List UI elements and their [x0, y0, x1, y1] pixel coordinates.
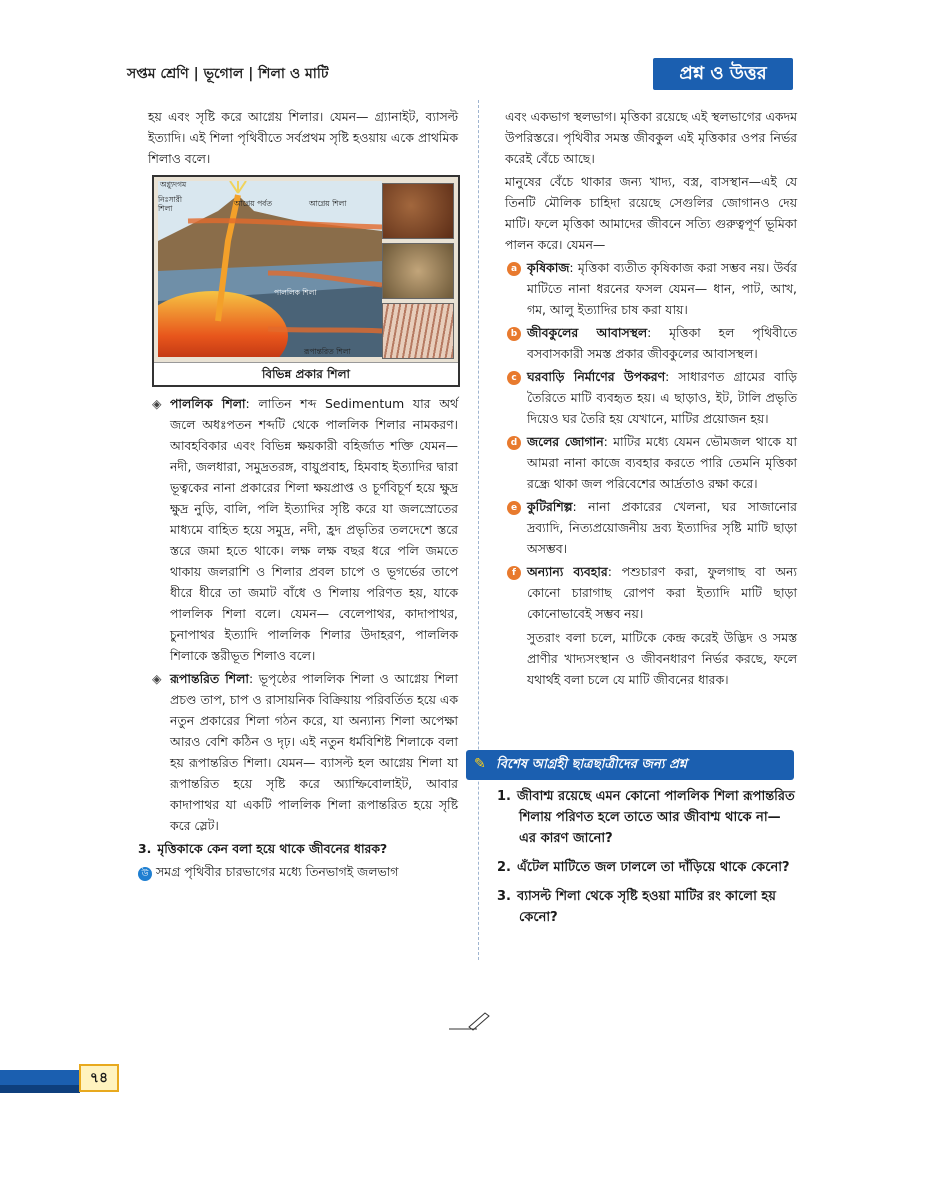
label-igneous-rock: আগ্নেয় শিলা — [309, 199, 347, 208]
special-questions-banner — [466, 750, 794, 780]
label-intrusive-rock: নিঃসারী শিলা — [158, 195, 183, 213]
label-sedimentary-rock: পাললিক শিলা — [274, 288, 317, 297]
igneous-rock-sample — [382, 183, 454, 239]
metamorphic-rock-sample — [382, 303, 454, 359]
special-question — [497, 786, 797, 849]
item-text: : পশুচারণ করা, ফুলগাছ বা অন্য কোনো চারাগাছ রোপণ করা ইত্যাদি মাটি ছাড়া কোনোভাবেই সম্ভব নয়। — [527, 564, 797, 621]
lightbulb-icon: ✎ — [474, 756, 486, 772]
list-item — [505, 322, 797, 364]
label-volcano-eruption: অগ্ন্যুদগম — [160, 180, 187, 189]
diamond-bullet-icon: ◈ — [152, 396, 162, 411]
item-heading: অন্যান্য ব্যবহার — [527, 564, 608, 579]
sedimentary-rock-section — [148, 393, 458, 666]
item-heading: কুটিরশিল্প — [527, 499, 573, 514]
answer-text: সমগ্র পৃথিবীর চারভাগের মধ্যে তিনভাগই জলভাগ — [156, 864, 399, 879]
item-text: : সাধারণত গ্রামের বাড়ি তৈরিতে মাটি ব্যবহৃত হয়। এ ছাড়াও, ইট, টালি প্রভৃতি দিয়েও ঘর তৈরি হয় যেখানে, মাটির প্রয়োজন হয়। — [527, 369, 797, 426]
letter-bullet-icon: b — [507, 327, 521, 341]
list-item — [505, 366, 797, 429]
left-column — [138, 106, 458, 884]
item-heading: জীবকুলের আবাসস্থল — [527, 325, 648, 340]
letter-bullet-icon: f — [507, 566, 521, 580]
column-divider — [478, 100, 479, 960]
letter-bullet-icon: a — [507, 262, 521, 276]
item-text: : মৃত্তিকা হল পৃথিবীতে বসবাসকারী সমস্ত প্রকার জীবকুলের আবাসস্থল। — [527, 325, 797, 361]
figure-caption: বিভিন্ন প্রকার শিলা — [154, 362, 458, 385]
item-heading: কৃষিকাজ — [527, 260, 570, 275]
metamorphic-rock-text: : ভূপৃষ্ঠের পাললিক শিলা ও আগ্নেয় শিলা প্রচণ্ড তাপ, চাপ ও রাসায়নিক বিক্রিয়ায় পরিবর্তিত হয়ে এক নতুন প্রকারের শিলা গঠন করে, যা অন্যান্য শিলা অপেক্ষা আরও বেশি কঠিন ও দৃঢ়। এই নতুন ধর্মবিশিষ্ট শিলাকে বলা হয় রূপান্তরিত শিলা। যেমন— ব্যাসল্ট হল আগ্নেয় শিলা যা রূপান্তরিত হয়ে সৃষ্টি করে অ্যাম্ফিবোলাইট, আবার কাদাপাথর যা একটি পাললিক শিলা রূপান্তরিত হয়ে সৃষ্টি করে স্লেট। — [170, 671, 458, 833]
question-number: 3. — [138, 841, 152, 856]
letter-bullet-icon: e — [507, 501, 521, 515]
special-question — [497, 886, 797, 928]
rock-types-figure — [152, 175, 460, 387]
special-questions-list — [497, 786, 797, 936]
metamorphic-rock-heading: রূপান্তরিত শিলা — [170, 671, 249, 686]
list-item — [505, 561, 797, 624]
intro-paragraph: হয় এবং সৃষ্টি করে আগ্নেয় শিলার। যেমন— গ্র্যানাইট, ব্যাসল্ট ইত্যাদি। এই শিলা পৃথিবীতে সর্বপ্রথম সৃষ্টি হওয়ায় একে প্রাথমিক শিলাও বলে। — [148, 109, 458, 166]
conclusion-paragraph: সুতরাং বলা চলে, মাটিকে কেন্দ্র করেই উদ্ভিদ ও সমস্ত প্রাণীর খাদ্যসংস্থান ও জীবনধারণ নির্ভর করছে, ফলে যথার্থই বলা চলে যে মাটি জীবনের ধারক। — [527, 630, 797, 687]
sedimentary-rock-text: : লাতিন শব্দ Sedimentum যার অর্থ জলে অধঃপতন শব্দটি থেকে পাললিক শিলার নামকরণ। আবহবিকার এবং বিভিন্ন ক্ষয়কারী বহির্জাত শক্তি যেমন— নদী, জলধারা, সমুদ্রতরঙ্গ, বায়ুপ্রবাহ, হিমবাহ ইত্যাদির দ্বারা ভূত্বকের নানা প্রকারের শিলা ক্ষয়প্রাপ্ত ও চূর্ণবিচূর্ণ হয়ে ক্ষুদ্র ক্ষুদ্র নুড়ি, বালি, পলি ইত্যাদির সৃষ্টি করে যা জলস্রোতের মাধ্যমে বাহিত হয়ে সমুদ্র, নদী, হ্রদ প্রভৃতির তলদেশে স্তরে স্তরে জমা হতে থাকে। লক্ষ লক্ষ বছর ধরে পলি জমতে থাকায় জলরাশি ও শিলার প্রবল চাপে ও ভূগর্ভের তাপে ধীরে ধীরে তা জমাট বাঁধে ও শিলায় পরিণত হয়, যাকে পাললিক শিলা বলে। যেমন— বেলেপাথর, কাদাপাথর, চুনাপাথর ইত্যাদি পাললিক শিলার উদাহরণ, পাললিক শিলাকে স্তরীভূত শিলাও বলে। — [170, 396, 458, 663]
right-column — [505, 106, 797, 692]
question-text: জীবাশ্ম রয়েছে এমন কোনো পাললিক শিলা রূপান্তরিত শিলায় পরিণত হলে তাতে আর জীবাশ্ম থাকে না— এর কারণ জানো? — [516, 789, 795, 846]
answer-icon: উ — [138, 867, 152, 881]
question-3 — [138, 838, 458, 859]
list-item — [505, 257, 797, 320]
answer-paragraph-2: মানুষের বেঁচে থাকার জন্য খাদ্য, বস্ত্র, বাসস্থান—এই যে তিনটি মৌলিক চাহিদা রয়েছে সেগুলির জোগানও দেয় মাটি। ফলে মৃত্তিকা আমাদের জীবনে সত্যি গুরুত্বপূর্ণ ভূমিকা পালন করে। যেমন— — [505, 174, 797, 252]
special-question — [497, 857, 797, 878]
item-text: : মাটির মধ্যে যেমন ভৌমজল থাকে যা আমরা নানা কাজে ব্যবহার করতে পারি তেমনি মৃত্তিকা রন্ধ্রে থাকা জল পরিবেশের আর্দ্রতাও রক্ষা করে। — [527, 434, 797, 491]
section-badge: প্রশ্ন ও উত্তর — [653, 58, 793, 90]
question-text: এঁটেল মাটিতে জল ঢাললে তা দাঁড়িয়ে থাকে কেনো? — [516, 860, 790, 875]
pen-nib-icon — [447, 1010, 491, 1032]
question-text: মৃত্তিকাকে কেন বলা হয়ে থাকে জীবনের ধারক? — [157, 841, 388, 856]
watermark-text — [60, 520, 91, 625]
question-text: ব্যাসল্ট শিলা থেকে সৃষ্টি হওয়া মাটির রং কালো হয় কেনো? — [516, 889, 776, 925]
list-item — [505, 496, 797, 559]
item-text: : মৃত্তিকা ব্যতীত কৃষিকাজ করা সম্ভব নয়। উর্বর মাটিতে নানা ধরনের ফসল যেমন— ধান, পাট, আখ, গম, আলু ইত্যাদির চাষ করা যায়। — [527, 260, 797, 317]
item-heading: ঘরবাড়ি নির্মাণের উপকরণ — [527, 369, 666, 384]
diamond-bullet-icon: ◈ — [152, 671, 162, 686]
footer-bar-accent — [0, 1085, 80, 1093]
page-number: ৭৪ — [79, 1064, 119, 1092]
label-volcano: আগ্নেয় পর্বত — [234, 199, 272, 208]
letter-bullet-icon: d — [507, 436, 521, 450]
banner-title: বিশেষ আগ্রহী ছাত্রছাত্রীদের জন্য প্রশ্ন — [496, 756, 687, 772]
question-number: 1. — [497, 789, 511, 804]
label-metamorphic-rock: রূপান্তরিত শিলা — [304, 347, 351, 356]
sedimentary-rock-heading: পাললিক শিলা — [170, 396, 246, 411]
answer-3-start — [138, 861, 458, 882]
letter-bullet-icon: c — [507, 371, 521, 385]
list-item — [505, 431, 797, 494]
item-heading: জলের জোগান — [527, 434, 604, 449]
item-text: : নানা প্রকারের খেলনা, ঘর সাজানোর দ্রব্যাদি, নিত্যপ্রয়োজনীয় দ্রব্য ইত্যাদির সৃষ্টি মাটি ছাড়া অসম্ভব। — [527, 499, 797, 556]
breadcrumb: সপ্তম শ্রেণি | ভূগোল | শিলা ও মাটি — [127, 66, 329, 82]
metamorphic-rock-section — [148, 668, 458, 836]
answer-paragraph-1: এবং একভাগ স্থলভাগ। মৃত্তিকা রয়েছে এই স্থলভাগের একদম উপরিস্তরে। পৃথিবীর সমস্ত জীবকুল এই মৃত্তিকার ওপর নির্ভর করেই বেঁচে আছে। — [505, 109, 797, 166]
question-number: 2. — [497, 860, 511, 875]
question-number: 3. — [497, 889, 511, 904]
sedimentary-rock-sample — [382, 243, 454, 299]
